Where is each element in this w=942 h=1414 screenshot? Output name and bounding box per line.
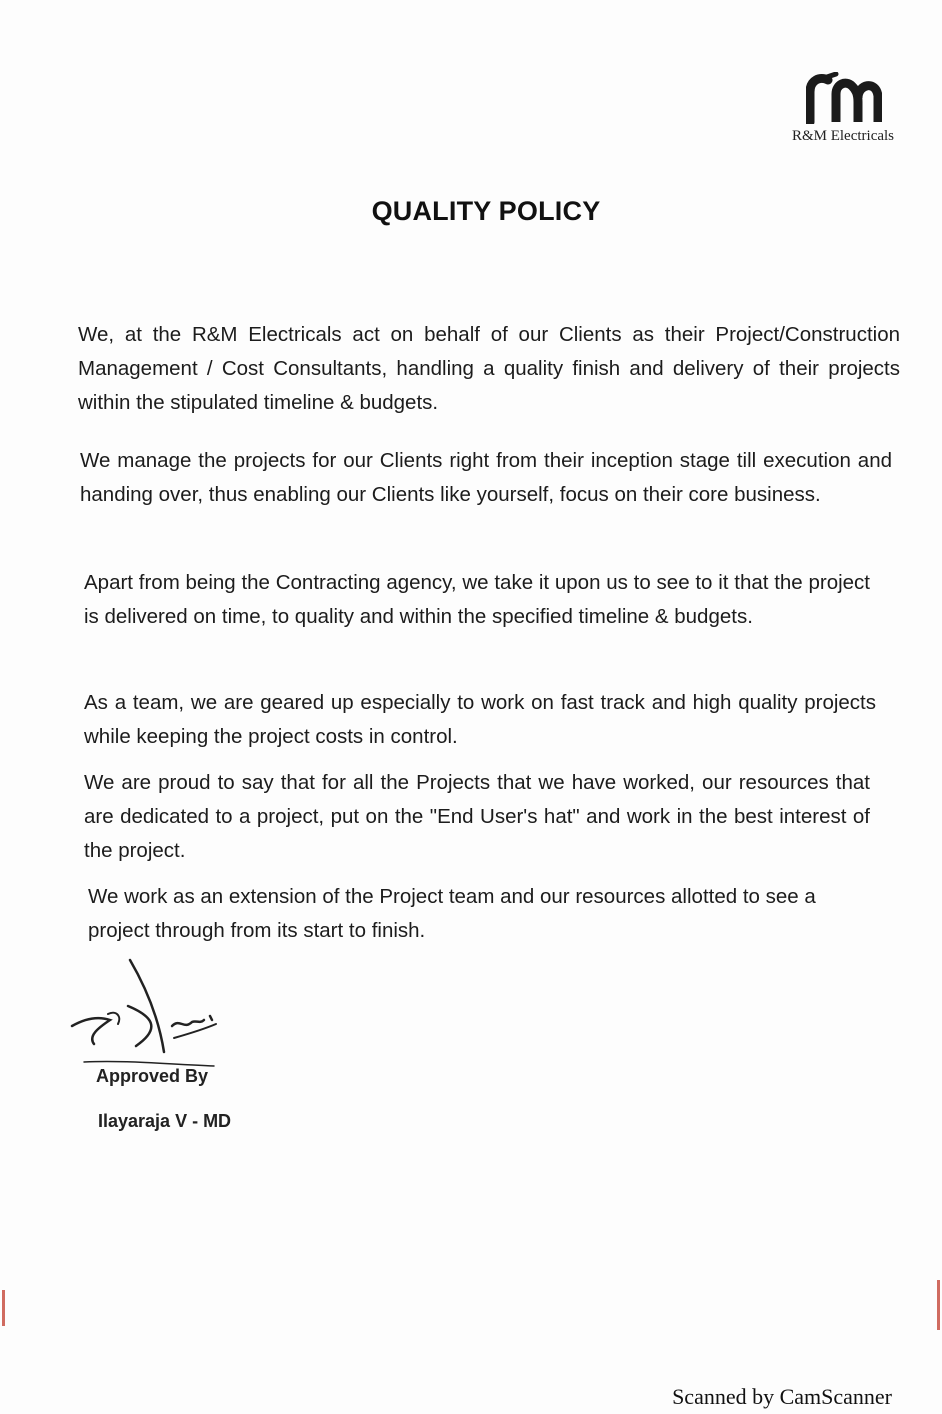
- company-name: R&M Electricals: [791, 128, 895, 144]
- right-edge-mark: [937, 1280, 940, 1330]
- rm-monogram-icon: [806, 72, 882, 124]
- handwritten-signature: [64, 954, 234, 1084]
- paragraph-2: We manage the projects for our Clients right from their inception stage till execution and handing over, thus enabling our Clients like yourself, focus on their core business.: [80, 449, 892, 506]
- paragraph-1: We, at the R&M Electricals act on behalf of our Clients as their Project/Construction Management / Cost Consultants, handling a quality finish and delivery of their projects within the stipulated timeline & budgets.: [78, 323, 900, 414]
- signatory-name: Ilayaraja V - MD: [98, 1111, 232, 1131]
- approved-by-label: Approved By: [96, 1066, 209, 1086]
- paragraph-3: Apart from being the Contracting agency, we take it upon us to see to it that the project is delivered on time, to quality and within the specified timeline & budgets.: [84, 571, 870, 628]
- paragraph-4: As a team, we are geared up especially to work on fast track and high quality projects while keeping the project costs in control.: [84, 691, 876, 748]
- company-logo: [770, 72, 910, 152]
- page-title: QUALITY POLICY: [371, 196, 601, 226]
- paragraph-6: We work as an extension of the Project team and our resources allotted to see a project through from its start to finish.: [88, 885, 816, 942]
- scanner-watermark: Scanned by CamScanner: [672, 1384, 892, 1409]
- left-edge-mark: [2, 1290, 5, 1326]
- paragraph-5: We are proud to say that for all the Projects that we have worked, our resources that are dedicated to a project, put on the "End User's hat" and work in the best interest of the project.: [84, 771, 870, 862]
